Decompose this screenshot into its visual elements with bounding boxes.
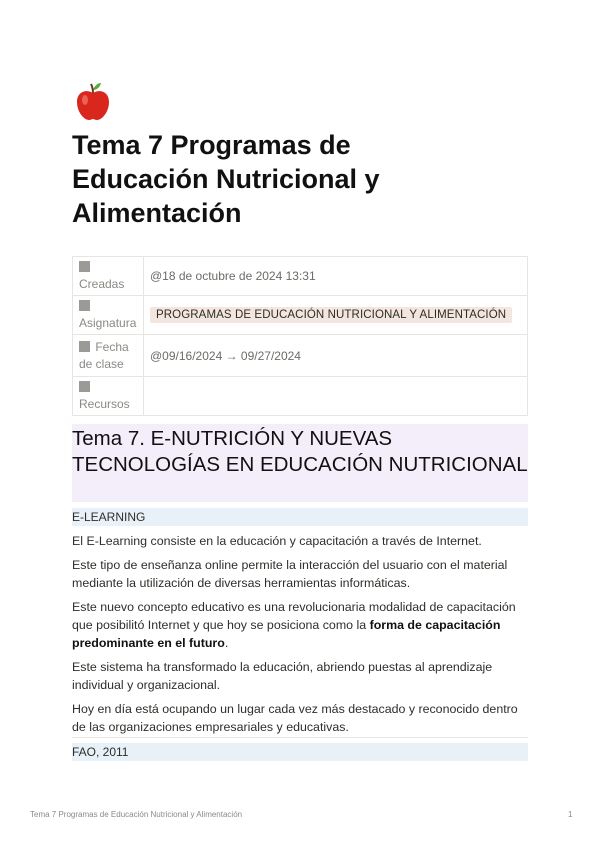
- section-heading-block: [72, 424, 528, 502]
- square-icon: [79, 300, 90, 311]
- property-value[interactable]: @18 de octubre de 2024 13:31: [144, 257, 528, 296]
- property-label: Asignatura: [79, 316, 137, 330]
- square-icon: [79, 381, 90, 392]
- body-text: [72, 532, 528, 742]
- square-icon: [79, 261, 90, 272]
- square-icon: [79, 341, 90, 352]
- paragraph: Este nuevo concepto educativo es una revolucionaria modalidad de capacitación que posibilitó Internet y que hoy se posiciona como la forma de capacitación predominante en el futuro.: [72, 600, 516, 650]
- property-row-fecha-de-clase: [73, 335, 528, 377]
- source-callout: FAO, 2011: [72, 743, 528, 761]
- subject-tag[interactable]: PROGRAMAS DE EDUCACIÓN NUTRICIONAL Y ALIMENTACIÓN: [150, 307, 512, 323]
- paragraph: Hoy en día está ocupando un lugar cada vez más destacado y reconocido dentro de las organizaciones empresariales y educativas.: [72, 702, 518, 734]
- property-label: Fecha de clase: [79, 339, 129, 371]
- property-label: Creadas: [79, 277, 125, 291]
- paragraph: Este sistema ha transformado la educación, abriendo puestas al aprendizaje individual y organizacional.: [72, 660, 493, 692]
- bold-text: forma de capacitación predominante en el futuro: [72, 618, 501, 650]
- page-title: Tema 7 Programas de Educación Nutricional y Alimentación: [72, 130, 380, 228]
- property-row-recursos: [73, 377, 528, 416]
- footer-title: Tema 7 Programas de Educación Nutricional y Alimentación: [30, 810, 243, 819]
- page-number: 1: [568, 810, 573, 819]
- property-row-asignatura: [73, 296, 528, 335]
- property-value[interactable]: @09/16/2024 → 09/27/2024: [144, 335, 528, 377]
- subheading-callout: E-LEARNING: [72, 508, 528, 526]
- red-apple-icon: [72, 80, 114, 122]
- property-value[interactable]: [144, 377, 528, 416]
- paragraph: Este tipo de enseñanza online permite la interacción del usuario con el material mediante la utilización de diversas herramientas informáticas.: [72, 558, 508, 590]
- section-heading: Tema 7. E-NUTRICIÓN Y NUEVAS TECNOLOGÍAS EN EDUCACIÓN NUTRICIONAL: [72, 427, 528, 476]
- paragraph: El E-Learning consiste en la educación y capacitación a través de Internet.: [72, 534, 482, 548]
- divider: [72, 737, 528, 738]
- property-label: Recursos: [79, 397, 130, 411]
- property-row-creadas: [73, 257, 528, 296]
- properties-table: [72, 256, 528, 416]
